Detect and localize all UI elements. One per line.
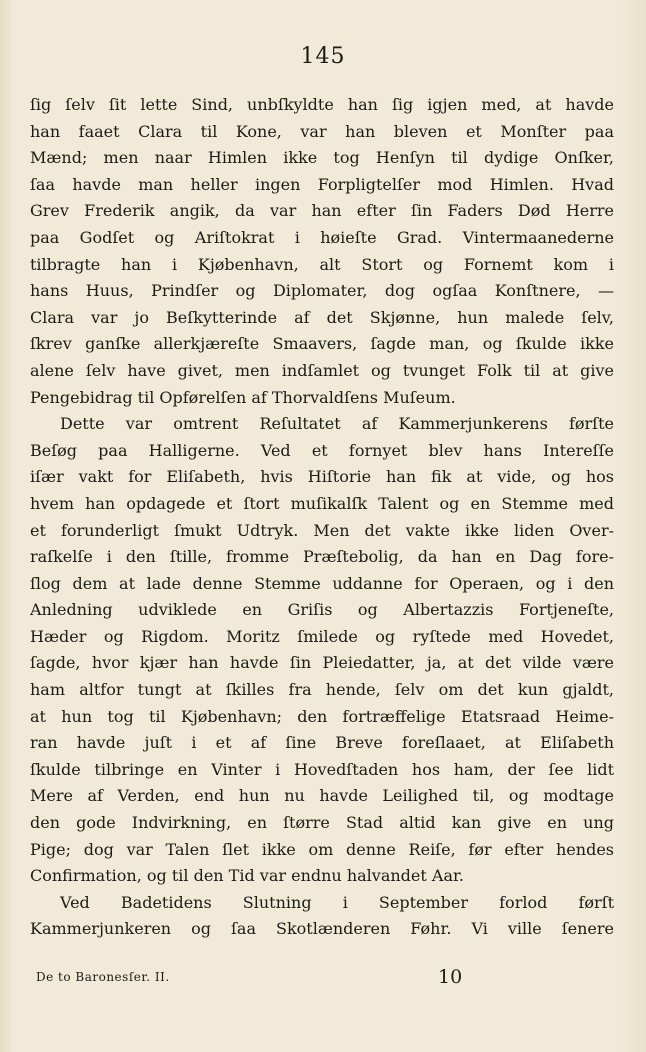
footer-signature: De to Baronesſer. II. [36,970,170,984]
text-line: Ved Badetidens Slutning i September forlod førſt [60,892,614,912]
text-line: Clara var jo Beſkytterinde af det Skjønne, hun malede ſelv, [30,307,614,327]
text-line: Hæder og Rigdom. Moritz ſmilede og ryſtede med Hovedet, [30,626,614,646]
sheet-number: 10 [438,966,463,988]
text-line: Dette var omtrent Reſultatet af Kammerjunkerens førſte [60,414,614,434]
text-line: hans Huus, Prindſer og Diplomater, dog ogſaa Konſtnere, — [30,281,614,301]
text-line: ran havde juſt i et af ſine Breve foreſlaaet, at Eliſabeth [30,733,614,753]
text-line: Mere af Verden, end hun nu havde Leilighed til, og modtage [30,786,614,806]
text-line: tilbragte han i Kjøbenhavn, alt Stort og Fornemt kom i [30,254,614,274]
text-line: Grev Frederik angik, da var han efter ſin Faders Død Herre [30,201,614,221]
text-line: et forunderligt ſmukt Udtryk. Men det vakte ikke liden Over- [30,520,614,540]
text-line: at hun tog til Kjøbenhavn; den fortræffelige Etatsraad Heime- [30,706,614,726]
body-text [30,92,614,943]
text-line: ſaa havde man heller ingen Forpligtelſer mod Himlen. Hvad [30,174,614,194]
text-line: ham altfor tungt at ſkilles fra hende, ſelv om det kun gjaldt, [30,680,614,700]
text-line: hvem han opdagede et ſtort muſikalſk Talent og en Stemme med [30,493,614,513]
text-line: den gode Indvirkning, en ſtørre Stad altid kan give en ung [30,813,614,833]
text-line: han faaet Clara til Kone, var han bleven et Monſter paa [30,121,614,141]
text-line: Kammerjunkeren og ſaa Skotlænderen Føhr. Vi ville ſenere [30,919,614,939]
text-line: alene ſelv have givet, men indſamlet og tvunget Folk til at give [30,360,614,380]
text-line: ſagde, hvor kjær han havde ſin Pleiedatter, ja, at det vilde være [30,653,614,673]
text-line: ſlog dem at lade denne Stemme uddanne for Operaen, og i den [30,573,614,593]
text-line: raſkelſe i den ſtille, fromme Præſtebolig, da han en Dag fore- [30,547,614,567]
text-line: Anledning udviklede en Griſis og Albertazzis Fortjeneſte, [30,600,614,620]
text-line: Beſøg paa Halligerne. Ved et fornyet blev hans Intereſſe [30,440,614,460]
page-footer [36,966,556,988]
text-line: Pengebidrag til Opførelſen af Thorvaldſens Muſeum. [30,387,456,407]
text-line: Pige; dog var Talen ſlet ikke om denne Reiſe, før efter hendes [30,839,614,859]
text-line: ſig ſelv ſit lette Sind, unbſkyldte han ſig igjen med, at havde [30,95,614,114]
text-line: paa Godſet og Ariſtokrat i høieſte Grad. Vintermaanederne [30,227,614,247]
page-number: 145 [300,44,346,69]
text-line: ſkrev ganſke allerkjæreſte Smaavers, ſagde man, og ſkulde ikke [30,334,614,354]
text-line: iſær vakt for Eliſabeth, hvis Hiſtorie han fik at vide, og hos [30,467,614,487]
text-line: Confirmation, og til den Tid var endnu halvandet Aar. [30,866,464,886]
text-line: ſkulde tilbringe en Vinter i Hovedſtaden hos ham, der ſee lidt [30,759,614,779]
text-line: Mænd; men naar Himlen ikke tog Henſyn til dydige Onſker, [30,148,614,168]
